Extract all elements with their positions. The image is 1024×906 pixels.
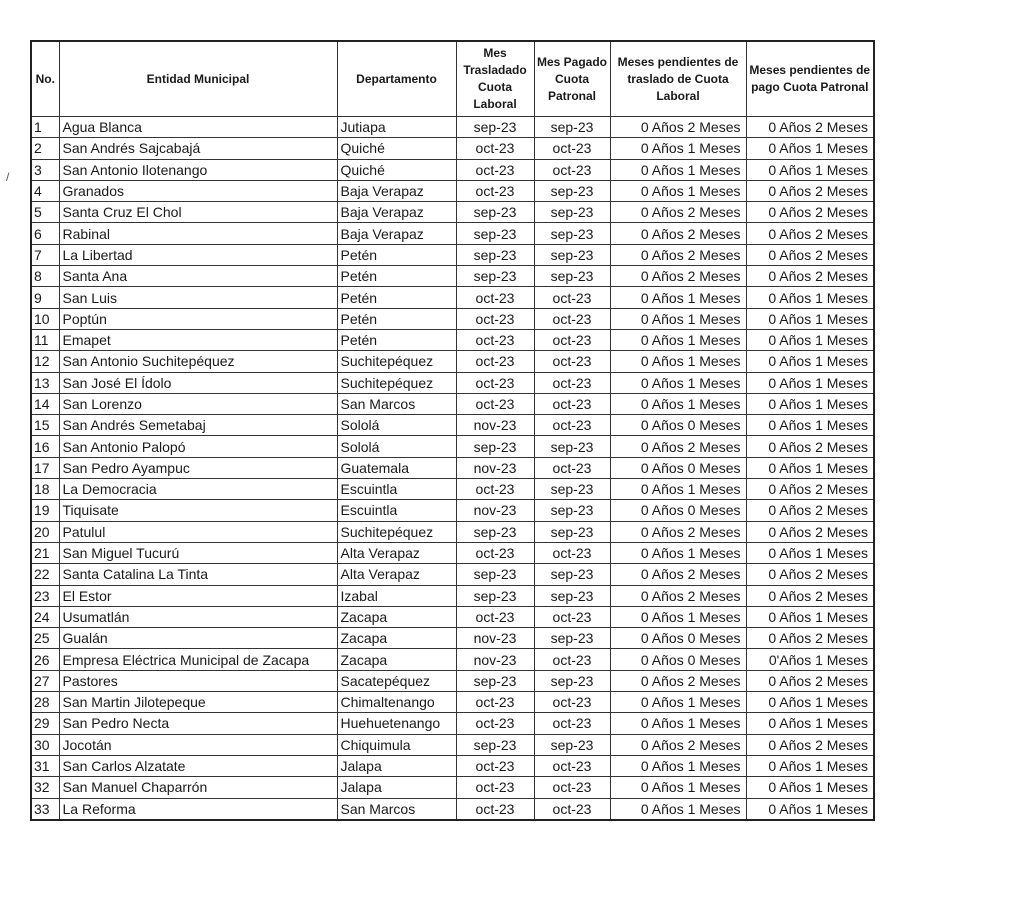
mes-trasladado-cell: sep-23 — [456, 564, 534, 585]
mes-trasladado-cell: sep-23 — [456, 734, 534, 755]
mes-trasladado-cell: oct-23 — [456, 372, 534, 393]
mes-trasladado-cell: nov-23 — [456, 628, 534, 649]
mes-pagado-cell: sep-23 — [534, 266, 610, 287]
departamento-cell: Jalapa — [337, 777, 456, 798]
mes-pagado-cell: oct-23 — [534, 777, 610, 798]
departamento-cell: Suchitepéquez — [337, 351, 456, 372]
mes-trasladado-cell: oct-23 — [456, 755, 534, 776]
mes-trasladado-cell: oct-23 — [456, 329, 534, 350]
mes-trasladado-cell: nov-23 — [456, 500, 534, 521]
pendientes-patronal-cell: 0 Años 1 Meses — [746, 329, 874, 350]
departamento-cell: San Marcos — [337, 393, 456, 414]
mes-pagado-cell: oct-23 — [534, 692, 610, 713]
mes-pagado-cell: oct-23 — [534, 372, 610, 393]
row-number-cell: 4 — [31, 180, 59, 201]
mes-trasladado-cell: oct-23 — [456, 479, 534, 500]
row-number-cell: 3 — [31, 159, 59, 180]
pendientes-laboral-cell: 0 Años 1 Meses — [610, 308, 746, 329]
row-number-cell: 2 — [31, 138, 59, 159]
table-row — [31, 351, 874, 372]
mes-pagado-cell: sep-23 — [534, 628, 610, 649]
table-row — [31, 159, 874, 180]
mes-pagado-cell: sep-23 — [534, 564, 610, 585]
entidad-municipal-cell: Jocotán — [59, 734, 337, 755]
pendientes-patronal-cell: 0 Años 1 Meses — [746, 777, 874, 798]
entidad-municipal-cell: El Estor — [59, 585, 337, 606]
mes-trasladado-cell: oct-23 — [456, 180, 534, 201]
departamento-cell: Alta Verapaz — [337, 542, 456, 563]
entidad-municipal-cell: San Antonio Ilotenango — [59, 159, 337, 180]
pendientes-patronal-cell: 0 Años 2 Meses — [746, 202, 874, 223]
table-row — [31, 180, 874, 201]
mes-pagado-cell: sep-23 — [534, 223, 610, 244]
table-row — [31, 479, 874, 500]
table-row — [31, 564, 874, 585]
mes-trasladado-cell: oct-23 — [456, 692, 534, 713]
mes-pagado-cell: sep-23 — [534, 670, 610, 691]
entidad-municipal-cell: Empresa Eléctrica Municipal de Zacapa — [59, 649, 337, 670]
entidad-municipal-cell: Santa Ana — [59, 266, 337, 287]
departamento-cell: Petén — [337, 308, 456, 329]
row-number-cell: 33 — [31, 798, 59, 820]
row-number-cell: 16 — [31, 436, 59, 457]
header-no: No. — [31, 41, 59, 117]
pendientes-laboral-cell: 0 Años 0 Meses — [610, 628, 746, 649]
pendientes-laboral-cell: 0 Años 1 Meses — [610, 159, 746, 180]
departamento-cell: Jalapa — [337, 755, 456, 776]
entidad-municipal-cell: Agua Blanca — [59, 117, 337, 138]
entidad-municipal-cell: Patulul — [59, 521, 337, 542]
pendientes-laboral-cell: 0 Años 0 Meses — [610, 500, 746, 521]
mes-pagado-cell: oct-23 — [534, 393, 610, 414]
table-body — [31, 117, 874, 820]
pendientes-patronal-cell: 0 Años 1 Meses — [746, 138, 874, 159]
departamento-cell: Suchitepéquez — [337, 521, 456, 542]
table-row — [31, 777, 874, 798]
mes-trasladado-cell: sep-23 — [456, 202, 534, 223]
pendientes-patronal-cell: 0 Años 2 Meses — [746, 500, 874, 521]
table-row — [31, 500, 874, 521]
row-number-cell: 13 — [31, 372, 59, 393]
mes-trasladado-cell: sep-23 — [456, 521, 534, 542]
entidad-municipal-cell: Santa Cruz El Chol — [59, 202, 337, 223]
entidad-municipal-cell: San Lorenzo — [59, 393, 337, 414]
row-number-cell: 28 — [31, 692, 59, 713]
table-row — [31, 266, 874, 287]
table-row — [31, 138, 874, 159]
pendientes-patronal-cell: 0 Años 1 Meses — [746, 606, 874, 627]
departamento-cell: Guatemala — [337, 457, 456, 478]
pendientes-laboral-cell: 0 Años 1 Meses — [610, 393, 746, 414]
mes-pagado-cell: sep-23 — [534, 500, 610, 521]
row-number-cell: 32 — [31, 777, 59, 798]
pendientes-patronal-cell: 0 Años 2 Meses — [746, 244, 874, 265]
pendientes-laboral-cell: 0 Años 1 Meses — [610, 138, 746, 159]
row-number-cell: 15 — [31, 415, 59, 436]
mes-trasladado-cell: sep-23 — [456, 117, 534, 138]
pendientes-laboral-cell: 0 Años 2 Meses — [610, 521, 746, 542]
entidad-municipal-cell: Usumatlán — [59, 606, 337, 627]
pendientes-patronal-cell: 0 Años 2 Meses — [746, 479, 874, 500]
pendientes-patronal-cell: 0 Años 1 Meses — [746, 351, 874, 372]
pendientes-laboral-cell: 0 Años 2 Meses — [610, 564, 746, 585]
row-number-cell: 19 — [31, 500, 59, 521]
entidad-municipal-cell: Tiquisate — [59, 500, 337, 521]
mes-pagado-cell: oct-23 — [534, 755, 610, 776]
table-row — [31, 649, 874, 670]
row-number-cell: 6 — [31, 223, 59, 244]
mes-pagado-cell: sep-23 — [534, 117, 610, 138]
row-number-cell: 29 — [31, 713, 59, 734]
pendientes-laboral-cell: 0 Años 2 Meses — [610, 223, 746, 244]
table-row — [31, 287, 874, 308]
departamento-cell: Zacapa — [337, 606, 456, 627]
table-row — [31, 308, 874, 329]
table-row — [31, 329, 874, 350]
table-row — [31, 670, 874, 691]
mes-trasladado-cell: nov-23 — [456, 457, 534, 478]
pendientes-patronal-cell: 0 Años 2 Meses — [746, 734, 874, 755]
mes-trasladado-cell: oct-23 — [456, 159, 534, 180]
pendientes-patronal-cell: 0 Años 2 Meses — [746, 585, 874, 606]
pendientes-laboral-cell: 0 Años 2 Meses — [610, 266, 746, 287]
entidad-municipal-cell: San Andrés Sajcabajá — [59, 138, 337, 159]
municipal-quota-table-container — [30, 40, 875, 821]
pendientes-patronal-cell: 0 Años 1 Meses — [746, 287, 874, 308]
mes-pagado-cell: sep-23 — [534, 585, 610, 606]
pendientes-patronal-cell: 0 Años 1 Meses — [746, 755, 874, 776]
pendientes-patronal-cell: 0 Años 2 Meses — [746, 670, 874, 691]
mes-pagado-cell: oct-23 — [534, 713, 610, 734]
pendientes-patronal-cell: 0 Años 1 Meses — [746, 308, 874, 329]
table-row — [31, 244, 874, 265]
row-number-cell: 14 — [31, 393, 59, 414]
pendientes-laboral-cell: 0 Años 1 Meses — [610, 713, 746, 734]
entidad-municipal-cell: San Pedro Necta — [59, 713, 337, 734]
pendientes-laboral-cell: 0 Años 1 Meses — [610, 777, 746, 798]
pendientes-laboral-cell: 0 Años 1 Meses — [610, 755, 746, 776]
departamento-cell: Sololá — [337, 436, 456, 457]
pendientes-laboral-cell: 0 Años 2 Meses — [610, 585, 746, 606]
departamento-cell: Izabal — [337, 585, 456, 606]
mes-trasladado-cell: sep-23 — [456, 670, 534, 691]
mes-trasladado-cell: nov-23 — [456, 415, 534, 436]
pendientes-patronal-cell: 0 Años 1 Meses — [746, 542, 874, 563]
pendientes-laboral-cell: 0 Años 2 Meses — [610, 734, 746, 755]
pendientes-patronal-cell: 0 Años 2 Meses — [746, 436, 874, 457]
departamento-cell: Zacapa — [337, 628, 456, 649]
entidad-municipal-cell: Pastores — [59, 670, 337, 691]
departamento-cell: Sololá — [337, 415, 456, 436]
mes-pagado-cell: sep-23 — [534, 180, 610, 201]
departamento-cell: Petén — [337, 244, 456, 265]
mes-trasladado-cell: nov-23 — [456, 649, 534, 670]
municipal-quota-table — [30, 40, 875, 821]
pendientes-laboral-cell: 0 Años 0 Meses — [610, 457, 746, 478]
pendientes-laboral-cell: 0 Años 1 Meses — [610, 479, 746, 500]
mes-pagado-cell: oct-23 — [534, 542, 610, 563]
mes-trasladado-cell: sep-23 — [456, 223, 534, 244]
row-number-cell: 8 — [31, 266, 59, 287]
mes-pagado-cell: oct-23 — [534, 287, 610, 308]
departamento-cell: Escuintla — [337, 479, 456, 500]
header-pendientes-patronal: Meses pendientes de pago Cuota Patronal — [746, 41, 874, 117]
pendientes-laboral-cell: 0 Años 1 Meses — [610, 329, 746, 350]
scan-mark: / — [6, 170, 10, 184]
entidad-municipal-cell: Rabinal — [59, 223, 337, 244]
mes-pagado-cell: oct-23 — [534, 351, 610, 372]
entidad-municipal-cell: San José El Ídolo — [59, 372, 337, 393]
table-row — [31, 202, 874, 223]
row-number-cell: 20 — [31, 521, 59, 542]
table-row — [31, 798, 874, 820]
row-number-cell: 7 — [31, 244, 59, 265]
header-departamento: Departamento — [337, 41, 456, 117]
mes-trasladado-cell: oct-23 — [456, 393, 534, 414]
table-row — [31, 521, 874, 542]
pendientes-laboral-cell: 0 Años 0 Meses — [610, 649, 746, 670]
row-number-cell: 25 — [31, 628, 59, 649]
pendientes-laboral-cell: 0 Años 1 Meses — [610, 180, 746, 201]
pendientes-laboral-cell: 0 Años 1 Meses — [610, 606, 746, 627]
pendientes-patronal-cell: 0 Años 1 Meses — [746, 457, 874, 478]
mes-pagado-cell: sep-23 — [534, 202, 610, 223]
row-number-cell: 26 — [31, 649, 59, 670]
mes-trasladado-cell: oct-23 — [456, 542, 534, 563]
table-row — [31, 393, 874, 414]
table-row — [31, 692, 874, 713]
entidad-municipal-cell: Gualán — [59, 628, 337, 649]
header-mes-pagado: Mes Pagado Cuota Patronal — [534, 41, 610, 117]
pendientes-patronal-cell: 0 Años 1 Meses — [746, 713, 874, 734]
mes-trasladado-cell: oct-23 — [456, 606, 534, 627]
table-row — [31, 628, 874, 649]
departamento-cell: Huehuetenango — [337, 713, 456, 734]
pendientes-patronal-cell: 0 Años 1 Meses — [746, 692, 874, 713]
pendientes-laboral-cell: 0 Años 1 Meses — [610, 542, 746, 563]
mes-pagado-cell: sep-23 — [534, 479, 610, 500]
mes-pagado-cell: oct-23 — [534, 415, 610, 436]
pendientes-patronal-cell: 0 Años 2 Meses — [746, 180, 874, 201]
pendientes-patronal-cell: 0 Años 1 Meses — [746, 393, 874, 414]
entidad-municipal-cell: San Antonio Suchitepéquez — [59, 351, 337, 372]
row-number-cell: 23 — [31, 585, 59, 606]
mes-trasladado-cell: oct-23 — [456, 138, 534, 159]
mes-trasladado-cell: oct-23 — [456, 777, 534, 798]
row-number-cell: 17 — [31, 457, 59, 478]
row-number-cell: 18 — [31, 479, 59, 500]
entidad-municipal-cell: San Andrés Semetabaj — [59, 415, 337, 436]
row-number-cell: 27 — [31, 670, 59, 691]
pendientes-laboral-cell: 0 Años 1 Meses — [610, 372, 746, 393]
mes-pagado-cell: oct-23 — [534, 329, 610, 350]
entidad-municipal-cell: San Martin Jilotepeque — [59, 692, 337, 713]
pendientes-laboral-cell: 0 Años 2 Meses — [610, 244, 746, 265]
mes-pagado-cell: oct-23 — [534, 457, 610, 478]
mes-trasladado-cell: oct-23 — [456, 351, 534, 372]
departamento-cell: Baja Verapaz — [337, 223, 456, 244]
mes-trasladado-cell: sep-23 — [456, 585, 534, 606]
pendientes-patronal-cell: 0 Años 1 Meses — [746, 415, 874, 436]
departamento-cell: Jutiapa — [337, 117, 456, 138]
departamento-cell: Quiché — [337, 138, 456, 159]
mes-pagado-cell: sep-23 — [534, 436, 610, 457]
entidad-municipal-cell: Granados — [59, 180, 337, 201]
mes-pagado-cell: sep-23 — [534, 244, 610, 265]
pendientes-laboral-cell: 0 Años 2 Meses — [610, 117, 746, 138]
mes-pagado-cell: oct-23 — [534, 308, 610, 329]
pendientes-patronal-cell: 0'Años 1 Meses — [746, 649, 874, 670]
table-row — [31, 436, 874, 457]
table-row — [31, 713, 874, 734]
entidad-municipal-cell: Poptún — [59, 308, 337, 329]
entidad-municipal-cell: Emapet — [59, 329, 337, 350]
table-row — [31, 223, 874, 244]
row-number-cell: 24 — [31, 606, 59, 627]
departamento-cell: Chiquimula — [337, 734, 456, 755]
departamento-cell: Petén — [337, 287, 456, 308]
mes-trasladado-cell: oct-23 — [456, 308, 534, 329]
row-number-cell: 30 — [31, 734, 59, 755]
pendientes-patronal-cell: 0 Años 2 Meses — [746, 266, 874, 287]
table-row — [31, 457, 874, 478]
mes-pagado-cell: oct-23 — [534, 798, 610, 820]
pendientes-patronal-cell: 0 Años 2 Meses — [746, 628, 874, 649]
departamento-cell: Sacatepéquez — [337, 670, 456, 691]
header-entidad: Entidad Municipal — [59, 41, 337, 117]
pendientes-patronal-cell: 0 Años 2 Meses — [746, 564, 874, 585]
row-number-cell: 22 — [31, 564, 59, 585]
table-row — [31, 372, 874, 393]
departamento-cell: Petén — [337, 329, 456, 350]
pendientes-patronal-cell: 0 Años 1 Meses — [746, 159, 874, 180]
departamento-cell: Chimaltenango — [337, 692, 456, 713]
departamento-cell: Quiché — [337, 159, 456, 180]
mes-pagado-cell: sep-23 — [534, 734, 610, 755]
entidad-municipal-cell: Santa Catalina La Tinta — [59, 564, 337, 585]
mes-trasladado-cell: oct-23 — [456, 713, 534, 734]
entidad-municipal-cell: La Libertad — [59, 244, 337, 265]
departamento-cell: Escuintla — [337, 500, 456, 521]
pendientes-laboral-cell: 0 Años 2 Meses — [610, 436, 746, 457]
table-header-row — [31, 41, 874, 117]
pendientes-patronal-cell: 0 Años 2 Meses — [746, 117, 874, 138]
departamento-cell: Baja Verapaz — [337, 180, 456, 201]
table-row — [31, 117, 874, 138]
mes-pagado-cell: oct-23 — [534, 159, 610, 180]
pendientes-laboral-cell: 0 Años 1 Meses — [610, 287, 746, 308]
mes-trasladado-cell: oct-23 — [456, 798, 534, 820]
entidad-municipal-cell: La Reforma — [59, 798, 337, 820]
departamento-cell: San Marcos — [337, 798, 456, 820]
pendientes-laboral-cell: 0 Años 0 Meses — [610, 415, 746, 436]
entidad-municipal-cell: San Pedro Ayampuc — [59, 457, 337, 478]
row-number-cell: 10 — [31, 308, 59, 329]
pendientes-patronal-cell: 0 Años 1 Meses — [746, 798, 874, 820]
row-number-cell: 9 — [31, 287, 59, 308]
row-number-cell: 31 — [31, 755, 59, 776]
mes-pagado-cell: oct-23 — [534, 606, 610, 627]
table-row — [31, 585, 874, 606]
entidad-municipal-cell: San Carlos Alzatate — [59, 755, 337, 776]
row-number-cell: 12 — [31, 351, 59, 372]
table-row — [31, 734, 874, 755]
departamento-cell: Zacapa — [337, 649, 456, 670]
departamento-cell: Baja Verapaz — [337, 202, 456, 223]
mes-trasladado-cell: oct-23 — [456, 287, 534, 308]
entidad-municipal-cell: San Manuel Chaparrón — [59, 777, 337, 798]
row-number-cell: 5 — [31, 202, 59, 223]
mes-trasladado-cell: sep-23 — [456, 266, 534, 287]
pendientes-patronal-cell: 0 Años 2 Meses — [746, 521, 874, 542]
pendientes-laboral-cell: 0 Años 1 Meses — [610, 798, 746, 820]
entidad-municipal-cell: San Luis — [59, 287, 337, 308]
departamento-cell: Alta Verapaz — [337, 564, 456, 585]
row-number-cell: 21 — [31, 542, 59, 563]
table-row — [31, 415, 874, 436]
mes-pagado-cell: sep-23 — [534, 521, 610, 542]
entidad-municipal-cell: La Democracia — [59, 479, 337, 500]
table-row — [31, 606, 874, 627]
pendientes-laboral-cell: 0 Años 2 Meses — [610, 670, 746, 691]
mes-pagado-cell: oct-23 — [534, 649, 610, 670]
header-mes-trasladado: Mes Trasladado Cuota Laboral — [456, 41, 534, 117]
entidad-municipal-cell: San Antonio Palopó — [59, 436, 337, 457]
header-pendientes-laboral: Meses pendientes de traslado de Cuota Laboral — [610, 41, 746, 117]
pendientes-laboral-cell: 0 Años 2 Meses — [610, 202, 746, 223]
mes-trasladado-cell: sep-23 — [456, 244, 534, 265]
departamento-cell: Suchitepéquez — [337, 372, 456, 393]
mes-trasladado-cell: sep-23 — [456, 436, 534, 457]
pendientes-laboral-cell: 0 Años 1 Meses — [610, 692, 746, 713]
table-row — [31, 755, 874, 776]
mes-pagado-cell: oct-23 — [534, 138, 610, 159]
entidad-municipal-cell: San Miguel Tucurú — [59, 542, 337, 563]
pendientes-laboral-cell: 0 Años 1 Meses — [610, 351, 746, 372]
pendientes-patronal-cell: 0 Años 2 Meses — [746, 223, 874, 244]
row-number-cell: 1 — [31, 117, 59, 138]
table-row — [31, 542, 874, 563]
pendientes-patronal-cell: 0 Años 1 Meses — [746, 372, 874, 393]
row-number-cell: 11 — [31, 329, 59, 350]
departamento-cell: Petén — [337, 266, 456, 287]
